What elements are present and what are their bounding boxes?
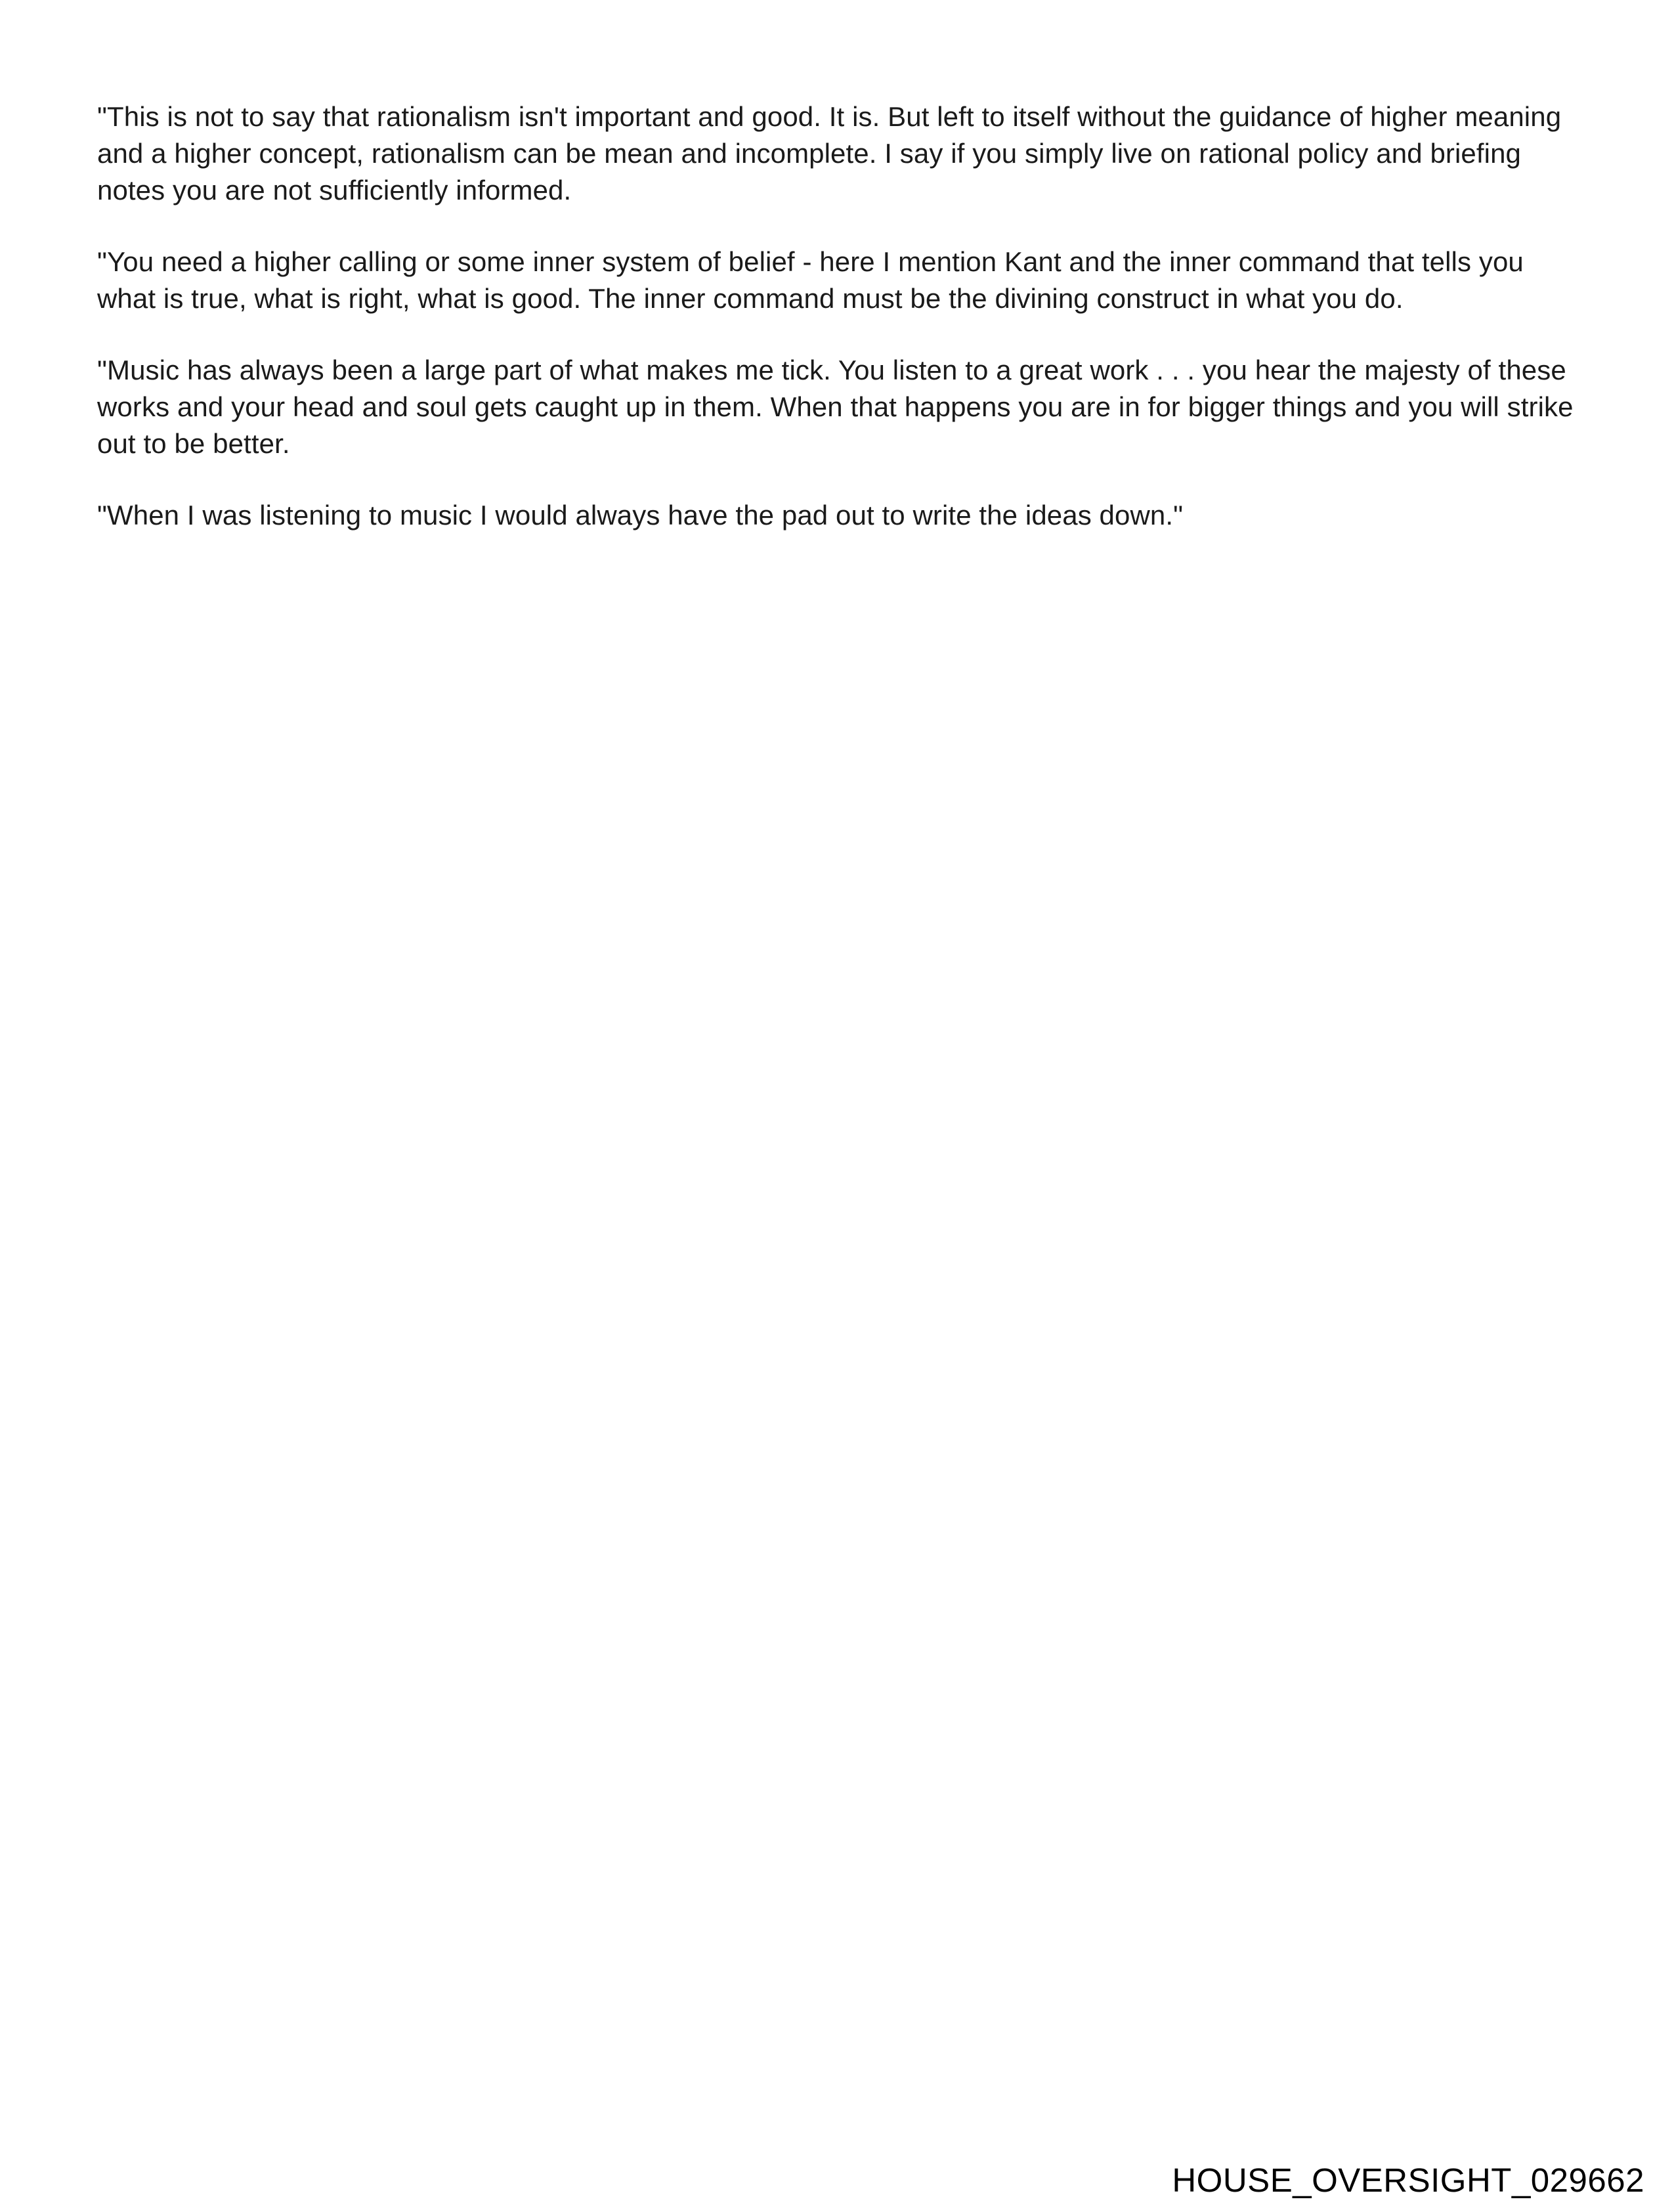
paragraph-rationalism: "This is not to say that rationalism isn't important and good. It is. But left to itself without the guidance of higher meaning and a higher concept, rationalism can be mean and incomplete. I say if you simply live on rational policy and briefing notes you are not sufficiently informed. — [97, 101, 1562, 206]
bates-number: HOUSE_OVERSIGHT_029662 — [1172, 2161, 1644, 2199]
paragraph-higher-calling: "You need a higher calling or some inner system of belief - here I mention Kant and the inner command that tells you what is true, what is right, what is good. The inner command must be the divining construct in what you do. — [97, 246, 1524, 314]
document-body — [97, 98, 1574, 569]
paragraph-music: "Music has always been a large part of what makes me tick. You listen to a great work . . . you hear the majesty of these works and your head and soul gets caught up in them. When that happens you are in for bigger things and you will strike out to be better. — [97, 355, 1574, 459]
paragraph-listening: "When I was listening to music I would always have the pad out to write the ideas down." — [97, 500, 1184, 531]
